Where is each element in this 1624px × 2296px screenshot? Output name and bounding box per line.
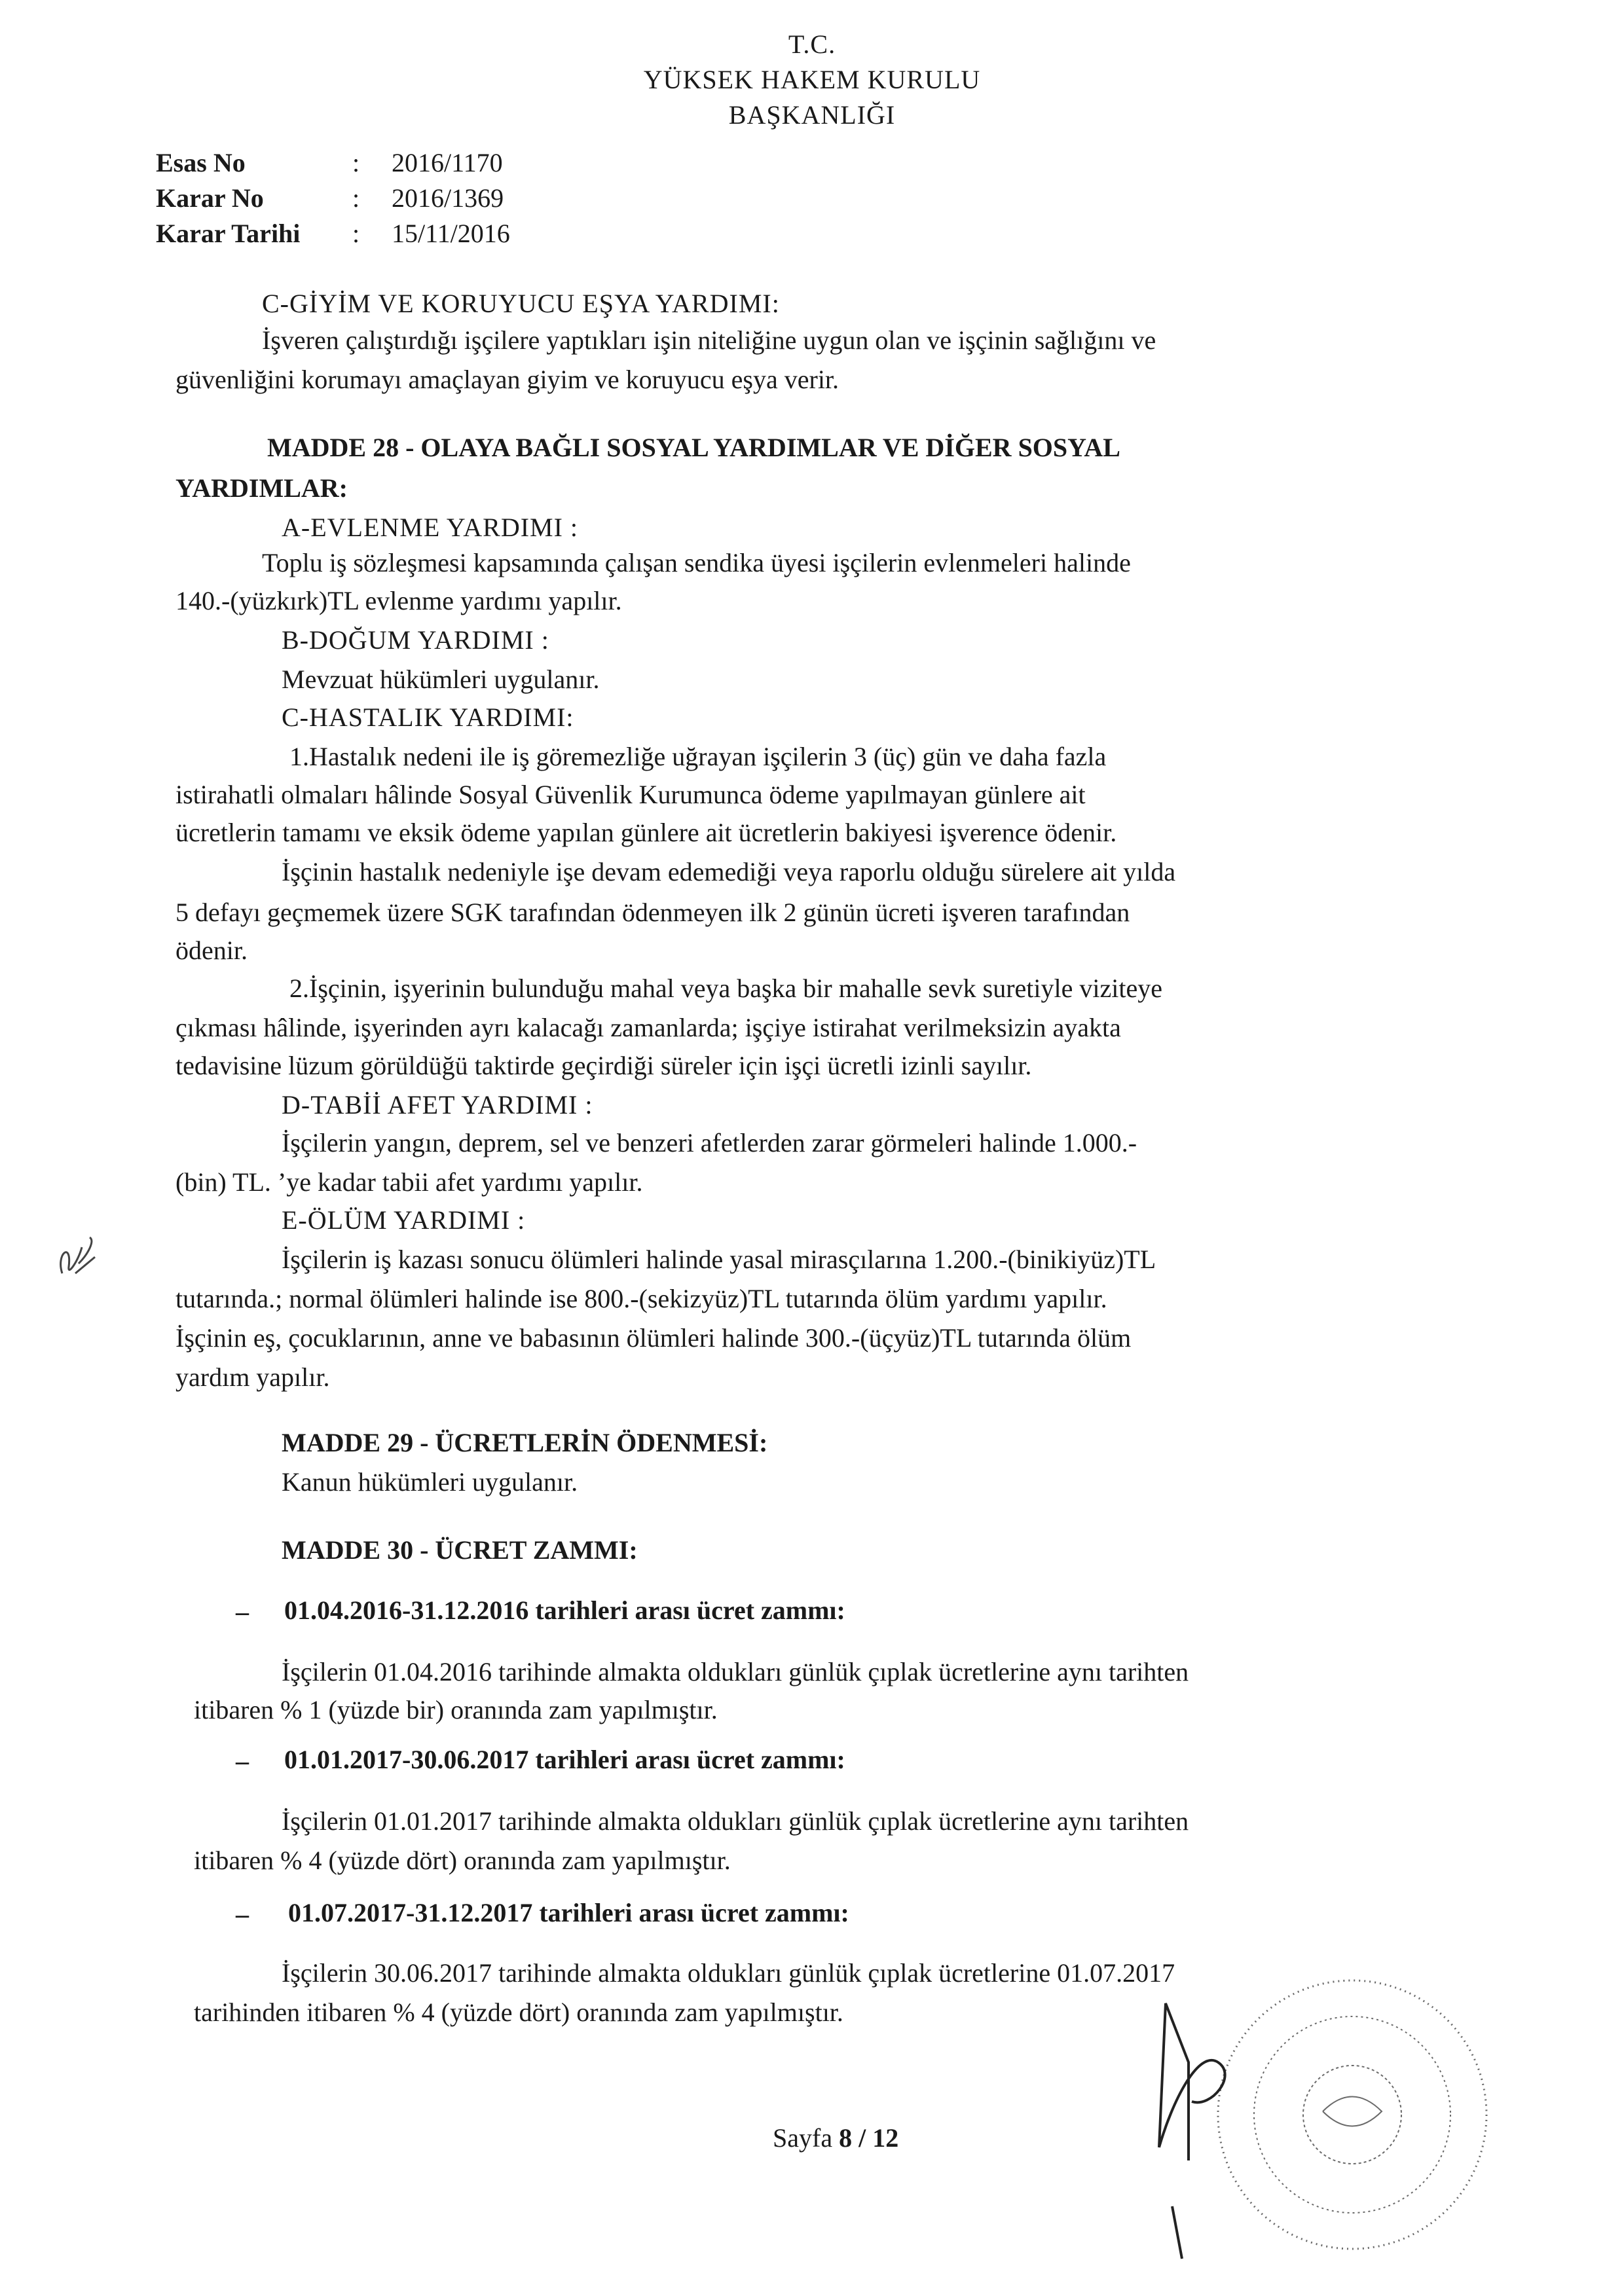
hastalik-line: 5 defayı geçmemek üzere SGK tarafından ödenmeyen ilk 2 günün ücreti işveren tarafından: [175, 898, 1130, 927]
zam-period-title: 01.04.2016-31.12.2016 tarihleri arası ücret zammı:: [284, 1595, 845, 1625]
page-value: 8 / 12: [839, 2123, 899, 2153]
hastalik-line: istirahatli olmaları hâlinde Sosyal Güvenlik Kurumunca ödeme yapılmayan günlere ait: [175, 780, 1086, 809]
hastalik-line: çıkması hâlinde, işyerinden ayrı kalacağı zamanlarda; işçiye istirahat verilmeksizin ayakta: [175, 1013, 1121, 1042]
section-c-title: C-GİYİM VE KORUYUCU EŞYA YARDIMI:: [262, 289, 780, 318]
section-c-line: İşveren çalıştırdığı işçilere yaptıkları işin niteliğine uygun olan ve işçinin sağlığını ve: [262, 325, 1156, 355]
margin-initials: [49, 1228, 101, 1286]
list-dash: –: [236, 1899, 249, 1929]
dogum-line: Mevzuat hükümleri uygulanır.: [282, 665, 600, 694]
karar-label: Karar No: [156, 183, 264, 213]
official-stamp: [1218, 1980, 1486, 2249]
case-metadata: [156, 145, 510, 251]
karar-colon: :: [352, 183, 360, 213]
signature-and-stamp: [1126, 1951, 1506, 2291]
section-c-line: güvenliğini korumayı amaçlayan giyim ve koruyucu eşya verir.: [175, 365, 840, 394]
hastalik-line: ücretlerin tamamı ve eksik ödeme yapılan günlere ait ücretlerin bakiyesi işverence ödenir.: [175, 818, 1117, 847]
esas-colon: :: [352, 148, 360, 177]
madde-30-title: MADDE 30 - ÜCRET ZAMMI:: [282, 1535, 638, 1565]
tarih-value: 15/11/2016: [392, 219, 510, 248]
zam-line: itibaren % 4 (yüzde dört) oranında zam yapılmıştır.: [194, 1846, 731, 1875]
header-presidency: BAŞKANLIĞI: [728, 100, 896, 130]
zam-line: tarihinden itibaren % 4 (yüzde dört) oranında zam yapılmıştır.: [194, 1997, 843, 2027]
page-number: [773, 2123, 898, 2153]
esas-row: [156, 145, 510, 181]
esas-label: Esas No: [156, 148, 246, 177]
afet-title: D-TABİİ AFET YARDIMI :: [282, 1090, 593, 1120]
list-dash: –: [236, 1597, 249, 1626]
hastalik-line: İşçinin hastalık nedeniyle işe devam edemediği veya raporlu olduğu sürelere ait yılda: [282, 857, 1176, 886]
olum-line: tutarında.; normal ölümleri halinde ise 800.-(sekizyüz)TL tutarında ölüm yardımı yapılır.: [175, 1284, 1107, 1313]
evlenme-title: A-EVLENME YARDIMI :: [282, 513, 579, 542]
signature: [1159, 2003, 1225, 2259]
zam-line: İşçilerin 30.06.2017 tarihinde almakta oldukları günlük çıplak ücretlerine 01.07.2017: [282, 1958, 1175, 1988]
header-tc: T.C.: [788, 29, 836, 59]
page-label: Sayfa: [773, 2123, 833, 2153]
esas-value: 2016/1170: [392, 148, 503, 177]
afet-line: İşçilerin yangın, deprem, sel ve benzeri afetlerden zarar görmeleri halinde 1.000.-: [282, 1128, 1137, 1157]
zam-line: İşçilerin 01.04.2016 tarihinde almakta oldukları günlük çıplak ücretlerine aynı tarihten: [282, 1657, 1189, 1686]
hastalik-line: 1.Hastalık nedeni ile iş göremezliğe uğrayan işçilerin 3 (üç) gün ve daha fazla: [289, 742, 1107, 771]
madde-29-title: MADDE 29 - ÜCRETLERİN ÖDENMESİ:: [282, 1428, 768, 1457]
tarih-label: Karar Tarihi: [156, 219, 301, 248]
madde-29-line: Kanun hükümleri uygulanır.: [282, 1467, 578, 1497]
header-institution: YÜKSEK HAKEM KURULU: [643, 65, 981, 94]
karar-value: 2016/1369: [392, 183, 504, 213]
olum-line: İşçinin eş, çocuklarının, anne ve babasının ölümleri halinde 300.-(üçyüz)TL tutarında ölüm: [175, 1323, 1132, 1353]
olum-line: yardım yapılır.: [175, 1362, 330, 1392]
afet-line: (bin) TL. ’ye kadar tabii afet yardımı yapılır.: [175, 1167, 643, 1197]
hastalik-line: ödenir.: [175, 936, 248, 965]
dogum-title: B-DOĞUM YARDIMI :: [282, 625, 549, 655]
zam-period-title: 01.01.2017-30.06.2017 tarihleri arası ücret zammı:: [284, 1745, 845, 1774]
olum-line: İşçilerin iş kazası sonucu ölümleri halinde yasal mirasçılarına 1.200.-(binikiyüz)TL: [282, 1245, 1156, 1274]
zam-line: itibaren % 1 (yüzde bir) oranında zam yapılmıştır.: [194, 1695, 718, 1724]
hastalik-line: 2.İşçinin, işyerinin bulunduğu mahal veya başka bir mahalle sevk suretiyle viziteye: [289, 974, 1162, 1003]
tarih-colon: :: [352, 219, 360, 248]
zam-period-title: 01.07.2017-31.12.2017 tarihleri arası ücret zammı:: [288, 1898, 849, 1927]
madde-28-title-cont: YARDIMLAR:: [175, 473, 348, 503]
evlenme-line: Toplu iş sözleşmesi kapsamında çalışan sendika üyesi işçilerin evlenmeleri halinde: [262, 548, 1131, 577]
olum-title: E-ÖLÜM YARDIMI :: [282, 1205, 526, 1235]
madde-28-title: MADDE 28 - OLAYA BAĞLI SOSYAL YARDIMLAR VE DİĞER SOSYAL: [267, 433, 1120, 462]
tarih-row: [156, 216, 510, 251]
list-dash: –: [236, 1746, 249, 1776]
zam-line: İşçilerin 01.01.2017 tarihinde almakta oldukları günlük çıplak ücretlerine aynı tarihten: [282, 1806, 1189, 1836]
hastalik-line: tedavisine lüzum görüldüğü taktirde geçirdiği süreler için işçi ücretli izinli sayılır.: [175, 1051, 1032, 1080]
evlenme-line: 140.-(yüzkırk)TL evlenme yardımı yapılır.: [175, 586, 622, 615]
karar-row: [156, 181, 510, 216]
hastalik-title: C-HASTALIK YARDIMI:: [282, 702, 574, 732]
